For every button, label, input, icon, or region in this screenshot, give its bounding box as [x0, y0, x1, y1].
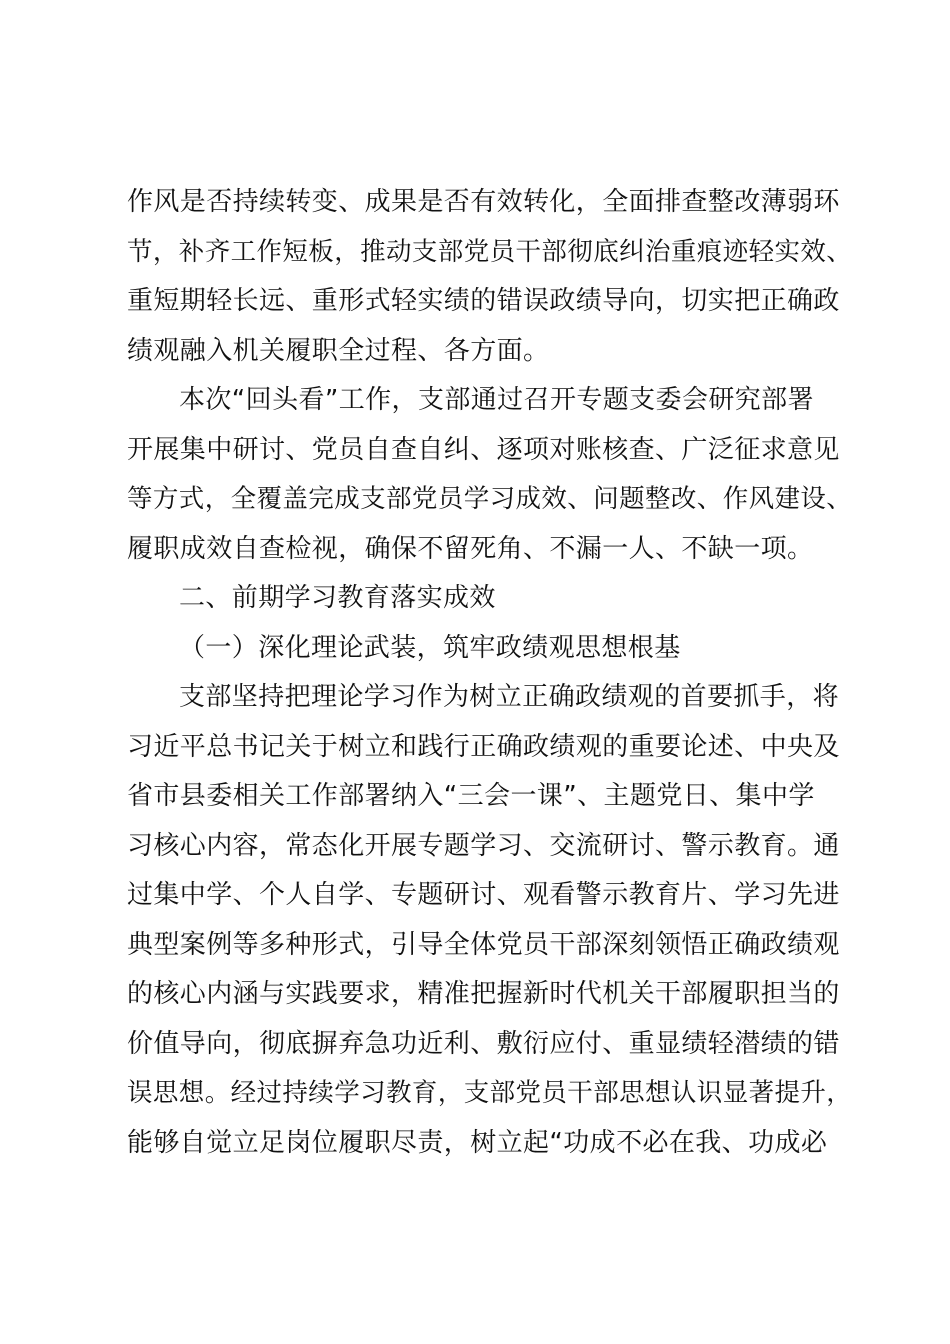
text-line: 节，补齐工作短板，推动支部党员干部彻底纠治重痕迹轻实效、: [127, 236, 853, 267]
text-line: 开展集中研讨、党员自查自纠、逐项对账核查、广泛征求意见: [127, 434, 840, 465]
text-line: 误思想。经过持续学习教育，支部党员干部思想认识显著提升，: [127, 1078, 853, 1108]
text-line: 绩观融入机关履职全过程、各方面。: [127, 335, 550, 366]
text-line: 作风是否持续转变、成果是否有效转化，全面排查整改薄弱环: [127, 187, 840, 217]
subsection-heading: （一）深化理论武装，筑牢政绩观思想根基: [179, 632, 681, 663]
text-line: 能够自觉立足岗位履职尽责，树立起“功成不必在我、功成必: [127, 1127, 828, 1158]
text-line: 等方式，全覆盖完成支部党员学习成效、问题整改、作风建设、: [127, 484, 853, 514]
section-heading: 二、前期学习教育落实成效: [179, 583, 496, 613]
paragraph-start-line: 本次“回头看”工作，支部通过召开专题支委会研究部署: [179, 385, 814, 415]
text-line: 省市县委相关工作部署纳入“三会一课”、主题党日、集中学: [127, 781, 815, 811]
document-body: [127, 178, 857, 1168]
text-line: 重短期轻长远、重形式轻实绩的错误政绩导向，切实把正确政: [127, 286, 840, 316]
text-line: 价值导向，彻底摒弃急功近利、敷衍应付、重显绩轻潜绩的错: [127, 1028, 840, 1059]
text-line: 的核心内涵与实践要求，精准把握新时代机关干部履职担当的: [127, 979, 840, 1009]
text-line: 过集中学、个人自学、专题研讨、观看警示教育片、学习先进: [127, 880, 840, 910]
text-line: 履职成效自查检视，确保不留死角、不漏一人、不缺一项。: [127, 533, 814, 564]
text-line: 习近平总书记关于树立和践行正确政绩观的重要论述、中央及: [127, 731, 840, 762]
text-line: 习核心内容，常态化开展专题学习、交流研讨、警示教育。通: [127, 830, 840, 861]
paragraph-start-line: 支部坚持把理论学习作为树立正确政绩观的首要抓手，将: [179, 682, 840, 712]
text-line: 典型案例等多种形式，引导全体党员干部深刻领悟正确政绩观: [127, 929, 840, 960]
